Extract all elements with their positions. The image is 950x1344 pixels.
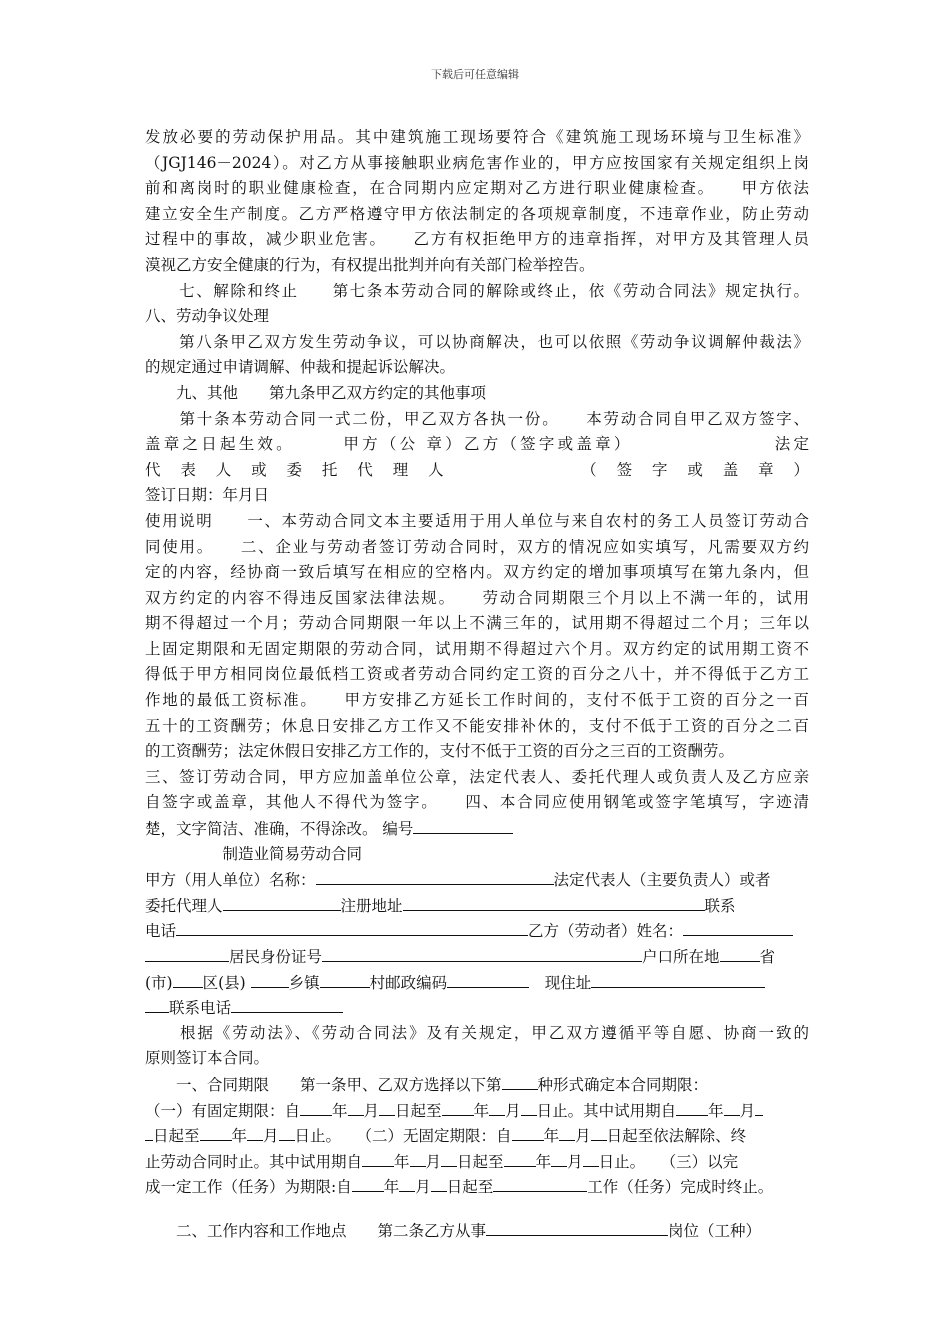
text-line: 七、解除和终止 第七条本劳动合同的解除或终止，依《劳动合同法》规定执行。 — [145, 281, 809, 300]
blank[interactable] — [200, 1123, 232, 1141]
label-current-address: 现住址 — [529, 973, 592, 992]
text-segment: 日起至 — [446, 1178, 494, 1197]
blank[interactable] — [559, 1123, 575, 1141]
text-line: 双方约定的内容不得违反国家法律法规。 劳动合同期限三个月以上不满一年的，试用 — [145, 588, 809, 607]
blank[interactable] — [512, 1123, 544, 1141]
text-segment: 年 — [231, 1127, 248, 1146]
form-line — [145, 1123, 809, 1149]
form-line — [145, 1218, 809, 1244]
text-segment: 日起至 — [395, 1101, 442, 1120]
text-segment: 年 — [473, 1101, 490, 1120]
province-blank[interactable] — [720, 944, 760, 962]
document-body — [145, 125, 809, 1244]
text-segment: 日起至 — [457, 1152, 504, 1171]
blank[interactable] — [583, 1149, 599, 1167]
text-line: 的规定通过申请调解、仲裁和提起诉讼解决。 — [145, 358, 456, 377]
employer-phone-blank[interactable] — [176, 918, 528, 936]
label-legal-rep: 法定代表人（主要负责人）或者 — [553, 871, 771, 890]
term-type-blank[interactable] — [502, 1072, 538, 1090]
employer-name-blank[interactable] — [316, 867, 554, 885]
text-segment: 二、工作内容和工作地点 第二条乙方从事 — [145, 1221, 487, 1240]
text-segment: 年 — [383, 1178, 400, 1197]
registered-address-blank[interactable] — [403, 893, 705, 911]
text-line: 原则签订本合同。 — [145, 1049, 270, 1068]
blank[interactable] — [504, 1149, 536, 1167]
text-segment: 月 — [425, 1152, 442, 1171]
blank[interactable] — [591, 1123, 607, 1141]
text-segment: （一）有固定期限：自 — [145, 1101, 301, 1120]
label-town: 乡镇 — [288, 973, 320, 992]
current-address-blank-cont[interactable] — [145, 995, 169, 1013]
form-line — [145, 1098, 809, 1124]
text-line: 的工资酬劳；法定休假日安排乙方工作的，支付不低于工资的百分之三百的工资酬劳。 — [145, 742, 735, 761]
form-line — [145, 1174, 809, 1200]
contract-number-blank[interactable] — [413, 816, 513, 834]
text-segment: 止劳动合同时止。其中试用期自 — [145, 1152, 363, 1171]
blank[interactable] — [724, 1098, 740, 1116]
label-employee-name: 乙方（劳动者）姓名： — [528, 922, 684, 941]
label-province: 省 — [759, 948, 776, 966]
text-line: 第八条甲乙双方发生劳动争议，可以协商解决，也可以依照《劳动争议调解仲裁法》 — [145, 332, 809, 351]
text-segment: 月 — [739, 1101, 756, 1120]
blank[interactable] — [489, 1098, 505, 1116]
label-city: (市) — [145, 973, 173, 992]
id-number-blank[interactable] — [322, 944, 642, 962]
text-segment: 日止。 （三）以完 — [598, 1152, 739, 1171]
blank[interactable] — [145, 1123, 153, 1141]
text-segment: 成一定工作（任务）为期限:自 — [145, 1178, 352, 1197]
text-line — [145, 816, 809, 842]
text-line: 同使用。 二、企业与劳动者签订劳动合同时，双方的情况应如实填写，凡需要双方约 — [145, 537, 809, 556]
text-segment: 日起至 — [153, 1127, 200, 1146]
text-line: （JGJ146－2024）。对乙方从事接触职业病危害作业的，甲方应按国家有关规定组织上岗 — [145, 153, 809, 172]
text-segment: 楚，文字简洁、准确，不得涂改。 编号 — [145, 820, 414, 839]
blank[interactable] — [362, 1149, 394, 1167]
form-line — [145, 893, 809, 919]
text-line: 使用说明 一、本劳动合同文本主要适用于用人单位与来自农村的务工人员签订劳动合 — [145, 511, 809, 530]
district-blank[interactable] — [251, 970, 289, 988]
town-blank[interactable] — [320, 970, 370, 988]
blank[interactable] — [521, 1098, 537, 1116]
form-line — [145, 970, 809, 996]
text-segment: 月 — [575, 1127, 591, 1146]
label-employer-name: 甲方（用人单位）名称： — [145, 871, 316, 890]
blank[interactable] — [300, 1098, 332, 1116]
current-address-blank[interactable] — [591, 970, 765, 988]
text-segment: 月 — [415, 1178, 431, 1197]
form-line — [145, 1149, 809, 1175]
label-contact: 联系 — [704, 896, 736, 915]
text-line: 第十条本劳动合同一式二份，甲乙双方各执一份。 本劳动合同自甲乙双方签字、 — [145, 409, 809, 428]
text-line: 三、签订劳动合同，甲方应加盖单位公章，法定代表人、委托代理人或负责人及乙方应亲 — [145, 767, 809, 786]
blank[interactable] — [410, 1149, 426, 1167]
label-id-number: 居民身份证号 — [229, 948, 323, 966]
text-line: 根据《劳动法》、《劳动合同法》及有关规定，甲乙双方遵循平等自愿、协商一致的 — [145, 1023, 809, 1042]
form-line — [145, 1072, 809, 1098]
text-line: 八、劳动争议处理 — [145, 307, 270, 326]
form-line — [145, 918, 809, 944]
text-segment: 年 — [543, 1127, 560, 1146]
postcode-blank[interactable] — [447, 970, 529, 988]
label-postcode: 村邮政编码 — [369, 973, 448, 992]
employee-name-blank[interactable] — [683, 918, 793, 936]
text-line: 过程中的事故，减少职业危害。 乙方有权拒绝甲方的违章指挥，对甲方及其管理人员 — [145, 230, 809, 249]
text-segment: 岗位（工种） — [668, 1221, 762, 1240]
blank[interactable] — [247, 1123, 263, 1141]
label-hukou: 户口所在地 — [642, 948, 720, 966]
label-agent: 委托代理人 — [145, 896, 223, 915]
label-employee-phone: 联系电话 — [169, 999, 232, 1018]
text-segment: 日止。 （二）无固定期限：自 — [294, 1127, 512, 1146]
text-line: 自签字或盖章，其他人不得代为签字。 四、本合同应使用钢笔或签字笔填写，字迹清 — [145, 793, 809, 812]
text-segment: 月 — [567, 1152, 583, 1171]
text-line: 发放必要的劳动保护用品。其中建筑施工现场要符合《建筑施工现场环境与卫生标准》 — [145, 128, 809, 146]
employee-name-blank-cont[interactable] — [145, 944, 229, 962]
blank[interactable] — [551, 1149, 567, 1167]
blank[interactable] — [279, 1123, 295, 1141]
text-segment: 月 — [505, 1101, 521, 1120]
blank[interactable] — [442, 1098, 474, 1116]
text-line: 五十的工资酬劳；休息日安排乙方工作又不能安排补休的，支付不低于工资的百分之二百 — [145, 716, 809, 735]
blank[interactable] — [676, 1098, 708, 1116]
text-line: 盖章之日起生效。 甲方（公 章）乙方（签字或盖章） 法定 — [145, 435, 809, 454]
text-line: 代 表 人 或 委 托 代 理 人 （ 签 字 或 盖 章 ） — [145, 460, 809, 479]
blank[interactable] — [348, 1098, 364, 1116]
blank[interactable] — [379, 1098, 395, 1116]
text-line: 定的内容，经协商一致后填写在相应的空格内。双方约定的增加事项填写在第九条内，但 — [145, 563, 809, 582]
blank[interactable] — [431, 1174, 447, 1192]
text-segment: 日止。其中试用期自 — [536, 1101, 677, 1120]
contract-title: 制造业简易劳动合同 — [145, 844, 363, 863]
text-segment: 年 — [332, 1101, 348, 1120]
text-segment: 月 — [263, 1127, 279, 1146]
text-segment: 年 — [708, 1101, 724, 1120]
text-line: 作地的最低工资标准。 甲方安排乙方延长工作时间的，支付不低于工资的百分之一百 — [145, 691, 809, 710]
text-segment: 日起至依法解除、终 — [606, 1127, 747, 1146]
text-segment: 工作（任务）完成时终止。 — [587, 1178, 774, 1197]
text-line: 漠视乙方安全健康的行为，有权提出批判并向有关部门检举控告。 — [145, 255, 595, 274]
text-line: 签订日期：年月日 — [145, 486, 270, 505]
text-segment: 一、合同期限 第一条甲、乙双方选择以下第 — [145, 1075, 502, 1094]
form-line — [145, 867, 809, 893]
text-line: 前和离岗时的职业健康检查，在合同期内应定期对乙方进行职业健康检查。 甲方依法 — [145, 179, 809, 198]
label-registered-address: 注册地址 — [340, 896, 403, 915]
page-header: 下载后可任意编辑 — [431, 68, 519, 81]
text-line: 期不得超过一个月；劳动合同期限一年以上不满三年的，试用期不得超过二个月；三年以 — [145, 614, 809, 633]
blank[interactable] — [352, 1174, 384, 1192]
city-blank[interactable] — [173, 970, 203, 988]
form-line — [145, 995, 809, 1021]
form-line — [145, 944, 809, 970]
text-line: 九、其他 第九条甲乙双方约定的其他事项 — [145, 383, 487, 402]
employee-phone-blank[interactable] — [231, 995, 343, 1013]
blank[interactable] — [493, 1174, 587, 1192]
text-segment: 月 — [363, 1101, 380, 1120]
text-segment: 年 — [535, 1152, 552, 1171]
text-segment: 年 — [394, 1152, 410, 1171]
job-position-blank[interactable] — [486, 1218, 668, 1236]
agent-blank[interactable] — [223, 893, 341, 911]
text-line: 建立安全生产制度。乙方严格遵守甲方依法制定的各项规章制度，不违章作业，防止劳动 — [145, 204, 809, 223]
blank[interactable] — [441, 1149, 457, 1167]
blank[interactable] — [755, 1098, 763, 1116]
text-line: 得低于甲方相同岗位最低档工资或者劳动合同约定工资的百分之八十，并不得低于乙方工 — [145, 665, 809, 684]
label-district: 区(县) — [202, 973, 246, 992]
text-segment: 种形式确定本合同期限： — [537, 1075, 709, 1094]
blank[interactable] — [399, 1174, 415, 1192]
label-phone: 电话 — [145, 922, 177, 941]
text-line: 上固定期限和无固定期限的劳动合同，试用期不得超过六个月。双方约定的试用期工资不 — [145, 639, 809, 658]
